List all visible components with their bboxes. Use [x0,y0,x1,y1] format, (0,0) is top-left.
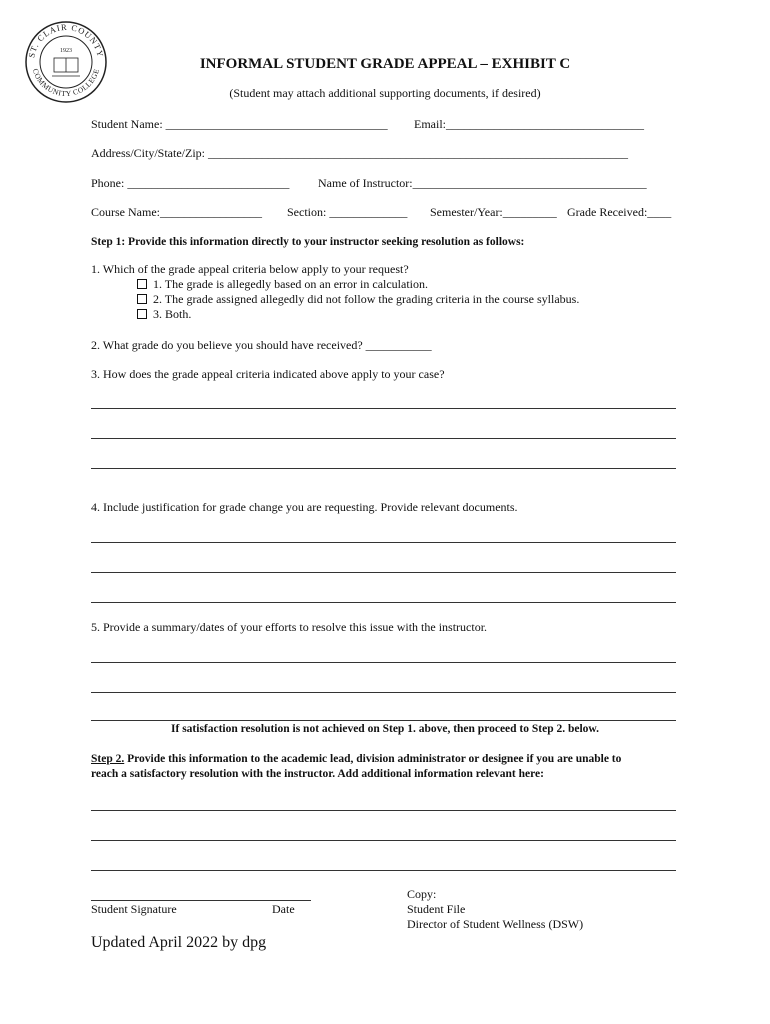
answer-line[interactable] [91,720,676,721]
step1-heading: Step 1: Provide this information directly to your instructor seeking resolution as follows: [91,236,525,248]
question-4: 4. Include justification for grade change you are requesting. Provide relevant documents. [91,500,518,514]
option-2[interactable]: 2. The grade assigned allegedly did not follow the grading criteria in the course syllabus. [137,292,579,307]
option-3[interactable]: 3. Both. [137,307,191,322]
option-1[interactable]: 1. The grade is allegedly based on an error in calculation. [137,277,428,292]
seal-year: 1923 [60,48,72,54]
question-1: 1. Which of the grade appeal criteria below apply to your request? [91,262,409,276]
instructor-field[interactable]: Name of Instructor:_______________________________________ [318,176,647,190]
answer-line[interactable] [91,692,676,693]
step2-text-line2: reach a satisfactory resolution with the instructor. Add additional information relevant here: [91,768,544,780]
answer-line[interactable] [91,408,676,409]
grade-received-field[interactable]: Grade Received:____ [567,205,672,219]
checkbox-icon[interactable] [137,279,147,289]
signature-label: Student Signature [91,902,177,916]
question-3: 3. How does the grade appeal criteria indicated above apply to your case? [91,367,445,381]
answer-line[interactable] [91,870,676,871]
answer-line[interactable] [91,438,676,439]
answer-line[interactable] [91,572,676,573]
phone-field[interactable]: Phone: ___________________________ [91,176,290,190]
date-label: Date [272,902,295,916]
answer-line[interactable] [91,468,676,469]
checkbox-icon[interactable] [137,309,147,319]
form-subtitle: (Student may attach additional supporting documents, if desired) [229,86,541,100]
address-field[interactable]: Address/City/State/Zip: ______________________________________________________________________ [91,146,628,160]
answer-line[interactable] [91,542,676,543]
checkbox-icon[interactable] [137,294,147,304]
section-field[interactable]: Section: _____________ [287,205,408,219]
step2-text: Step 2. Provide this information to the academic lead, division administrator or designee if you are unable to [91,753,622,765]
answer-line[interactable] [91,840,676,841]
answer-line[interactable] [91,602,676,603]
step2-label: Step 2. [91,753,125,765]
signature-line[interactable] [91,900,311,901]
question-2[interactable]: 2. What grade do you believe you should have received? ___________ [91,338,432,352]
answer-line[interactable] [91,662,676,663]
transition-note: If satisfaction resolution is not achieved on Step 1. above, then proceed to Step 2. below. [171,723,599,735]
seal-text-top: ST. CLAIR COUNTY [26,21,106,59]
form-title: INFORMAL STUDENT GRADE APPEAL – EXHIBIT C [199,56,571,72]
email-field[interactable]: Email:_________________________________ [414,117,644,131]
copy-item-dsw: Director of Student Wellness (DSW) [407,917,584,931]
copy-label: Copy: [407,887,437,901]
seal-text-bottom: COMMUNITY COLLEGE [30,67,102,99]
copy-item-student-file: Student File [407,902,466,916]
student-name-field[interactable]: Student Name: _____________________________________ [91,117,388,131]
course-name-field[interactable]: Course Name:_________________ [91,205,262,219]
semester-field[interactable]: Semester/Year:_________ [430,205,557,219]
footer-updated: Updated April 2022 by dpg [91,934,267,951]
question-5: 5. Provide a summary/dates of your efforts to resolve this issue with the instructor. [91,620,488,634]
answer-line[interactable] [91,810,676,811]
